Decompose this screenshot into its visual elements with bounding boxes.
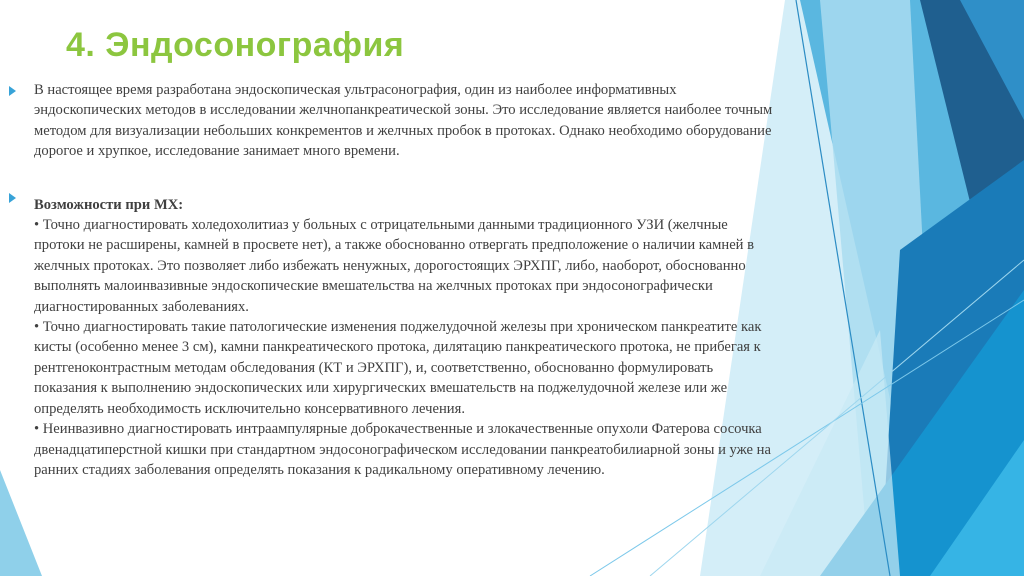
list-item: • Точно диагностировать такие патологические изменения поджелудочной железы при хроническом панкреатите как кисты (особенно менее 3 см), камни панкреатического протока, дилятацию панкреатического протока, не прибегая к рентгеноконтрастным методам обследования (КТ и ЭРХПГ), и, соответственно, обоснованно формулировать показания к выполнению эндоскопических или хирургических вмешательств на поджелудочной железе или же определять необходимость исключительно консервативного лечения. bbox=[34, 319, 762, 417]
bullet-arrow-icon bbox=[9, 86, 16, 96]
slide-body bbox=[34, 80, 774, 480]
slide-title: 4. Эндосонография bbox=[66, 26, 405, 64]
intro-paragraph: В настоящее время разработана эндоскопическая ультрасонография, один из наиболее информативных эндоскопических методов в исследовании желчнопанкреатической зоны. Это исследование является наиболее точным методом для визуализации небольших конкрементов и желчных пробок в протоках. Однако необходимо оборудование дорогое и хрупкое, исследование занимает много времени. bbox=[34, 82, 773, 160]
list-item: • Точно диагностировать холедохолитиаз у больных с отрицательными данными традиционного УЗИ (желчные протоки не расширены, камней в просвете нет), а также обоснованно отвергать предположение о наличии камней в желчных протоках. Это позволяет либо избежать ненужных, дорогостоящих ЭРХПГ, либо, наоборот, обоснованно выполнять малоинвазивные эндоскопические вмешательства на желчных протоках при эндосонографически диагностированных заболеваниях. bbox=[34, 217, 755, 315]
section-heading: Возможности при МХ: bbox=[34, 196, 184, 213]
list-item: • Неинвазивно диагностировать интраампулярные доброкачественные и злокачественные опухоли Фатерова сосочка двенадцатиперстной кишки при стандартном эндосонографическом исследовании панкреатобилиарной зоны и уже на ранних стадиях заболевания определять показания к радикальному оперативному лечению. bbox=[34, 421, 771, 478]
bullet-arrow-icon bbox=[9, 193, 16, 203]
